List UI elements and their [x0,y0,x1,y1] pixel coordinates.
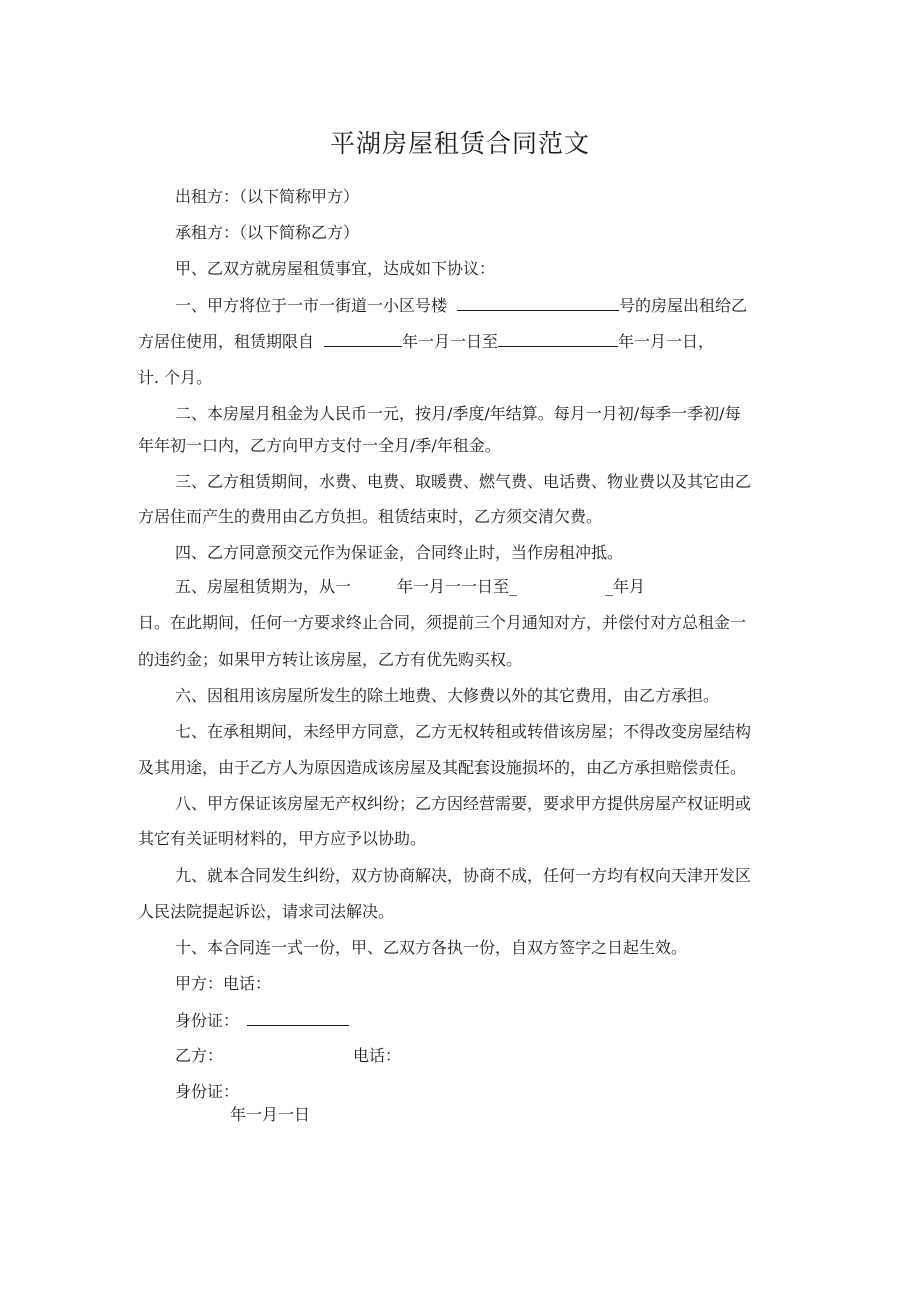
clause5-line2: 日。在此期间，任何一方要求终止合同，须提前三个月通知对方，并偿付对方总租金一 [138,613,747,632]
clause1-line2 [138,331,714,353]
clause9-line2: 人民法院提起诉讼，请求司法解决。 [138,902,395,921]
clause3-line1: 三、乙方租赁期间，水费、电费、取暖费、燃气费、电话费、物业费以及其它由乙 [175,472,752,491]
clause7-line1: 七、在承租期间，未经甲方同意，乙方无权转租或转借该房屋；不得改变房屋结构 [175,722,752,741]
page-title: 平湖房屋租赁合同范文 [329,129,590,158]
clause2-line2: 年年初一口内，乙方向甲方支付一全月/季/年租金。 [138,436,501,455]
clause4-line: 四、乙方同意预交元作为保证金，合同终止时，当作房租冲抵。 [175,543,624,562]
clause6-line: 六、因租用该房屋所发生的除土地费、大修费以外的其它费用，由乙方承担。 [175,686,720,705]
clause5-text-a: 五、房屋租赁期为，从一 [175,577,352,596]
clause1-text-d: 年一月一日至 [402,332,499,351]
clause1-text-c: 方居住使用，租赁期限自 [138,332,315,351]
party-a-id-blank [247,1010,349,1026]
clause2-line1: 二、本房屋月租金为人民币一元，按月/季度/年结算。每月一月初/每季一季初/每 [175,404,741,423]
party-a-id-line [175,1010,349,1032]
clause8-line1: 八、甲方保证该房屋无产权纠纷；乙方因经营需要，要求甲方提供房屋产权证明或 [175,794,752,813]
clause5-line3: 的违约金；如果甲方转让该房屋，乙方有优先购买权。 [138,650,523,669]
party-b-phone-label: 电话： [353,1046,402,1065]
clause1-text-a: 一、甲方将位于一市一街道一小区号楼 [175,296,448,315]
clause5-line1 [175,576,645,598]
lessor-line: 出租方：（以下简称甲方） [175,187,360,206]
clause1-text-e: 年一月一日， [618,332,715,351]
lessee-line: 承租方：（以下简称乙方） [175,223,360,242]
clause9-line1: 九、就本合同发生纠纷，双方协商解决，协商不成，任何一方均有权向天津开发区 [175,866,752,885]
clause5-text-b: 年一月一一日至_ [397,577,518,596]
clause10-line: 十、本合同连一式一份，甲、乙双方各执一份，自双方签字之日起生效。 [175,938,688,957]
clause1-text-b: 号的房屋出租给乙 [619,296,748,315]
building-number-blank [457,295,619,311]
party-a-id-label: 身份证： [175,1011,240,1030]
intro-line: 甲、乙双方就房屋租赁事宜，达成如下协议： [175,259,496,278]
clause1-line3: 计. 个月。 [138,368,213,387]
party-b-line [175,1045,401,1067]
party-b-id-line: 身份证： [175,1082,240,1101]
clause1-line1 [175,295,747,317]
party-a-line: 甲方：电话： [175,974,272,993]
clause5-text-c: _年月 [605,577,646,596]
end-year-blank [498,331,618,347]
party-b-label: 乙方： [175,1046,224,1065]
start-year-blank [324,331,402,347]
clause3-line2: 方居住而产生的费用由乙方负担。租赁结束时，乙方须交清欠费。 [138,507,603,526]
clause7-line2: 及其用途，由于乙方人为原因造成该房屋及其配套设施损坏的，由乙方承担赔偿责任。 [138,758,747,777]
clause8-line2: 其它有关证明材料的，甲方应予以协助。 [138,829,427,848]
signing-date: 年一月一日 [230,1105,311,1124]
